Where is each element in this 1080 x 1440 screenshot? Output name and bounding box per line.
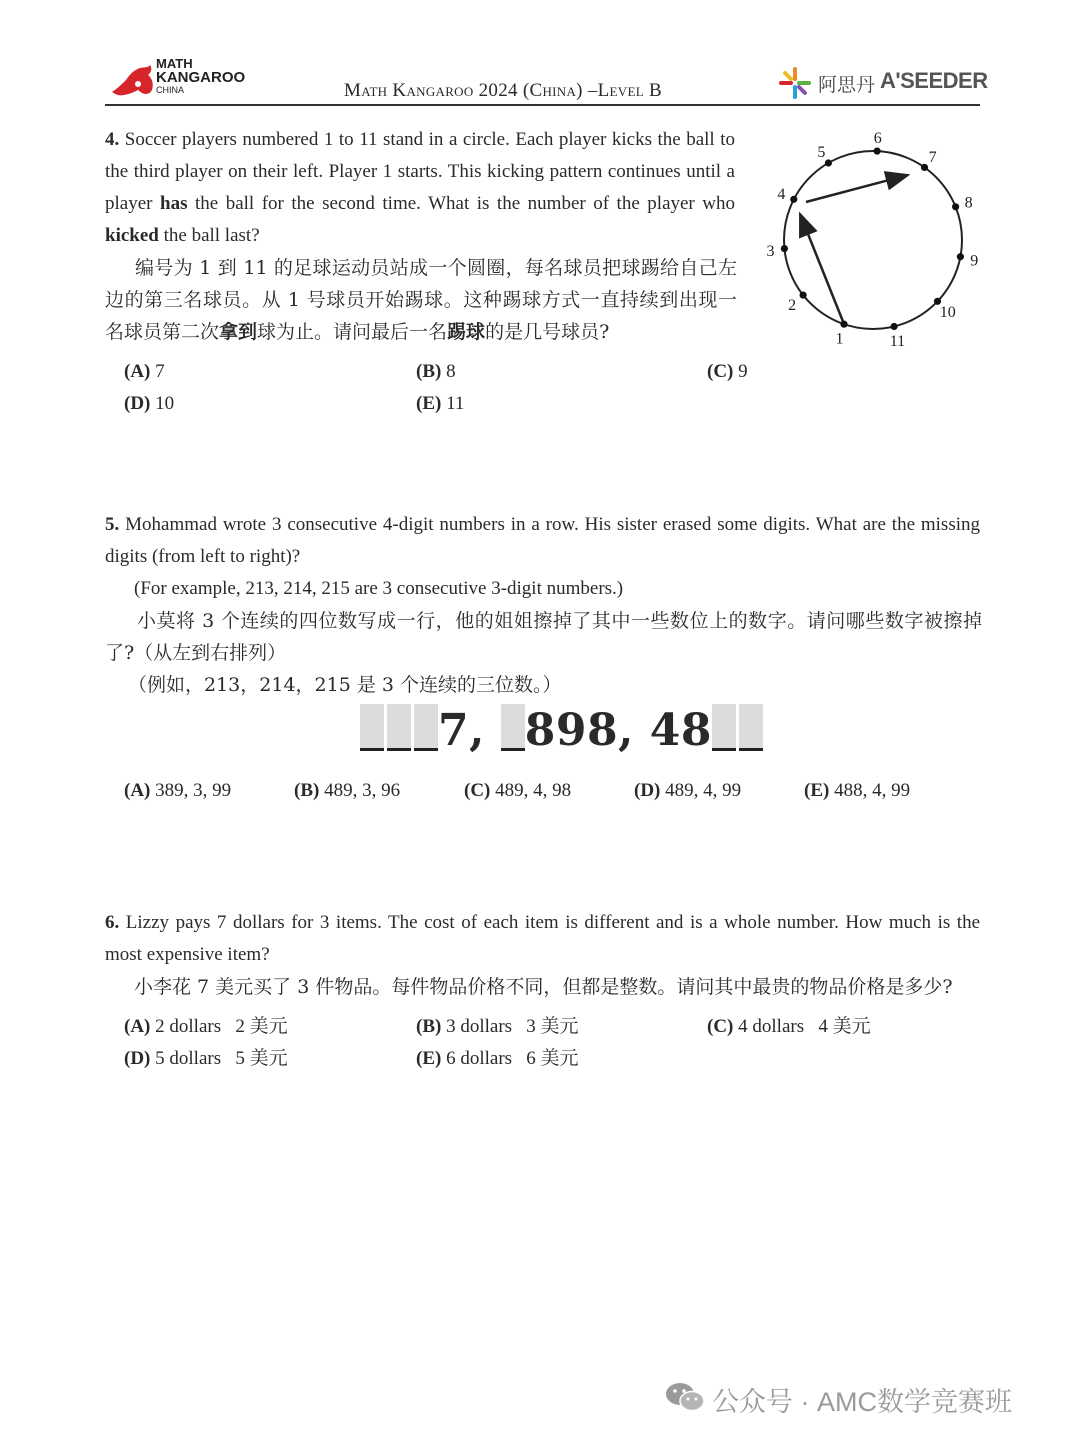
choice-label: (E) [416, 393, 442, 414]
q5-en: Mohammad wrote 3 consecutive 4-digit numbers in a row. His sister erased some digits. What are the missing digits (from left to right)? [105, 514, 980, 567]
choice-label: (D) [124, 1048, 151, 1069]
choice-text: 488, 4, 99 [834, 780, 911, 801]
q4-choice-a[interactable] [124, 356, 165, 388]
q6-en: Lizzy pays 7 dollars for 3 items. The cost of each item is different and is a whole number. How much is the most expensive item? [105, 912, 980, 965]
choice-label: (A) [124, 780, 151, 801]
player-point-9 [957, 253, 964, 260]
player-label-7: 7 [928, 149, 937, 166]
page-title: Math Kangaroo 2024 (China) –Level B [344, 80, 662, 101]
q6-choice-c[interactable] [707, 1011, 871, 1043]
logo-left-text [156, 58, 245, 95]
choice-text: 4 dollars 4 美元 [738, 1016, 871, 1037]
choice-text: 389, 3, 99 [155, 780, 232, 801]
choice-label: (C) [707, 1016, 734, 1037]
player-label-3: 3 [766, 243, 775, 260]
choice-label: (A) [124, 1016, 151, 1037]
choice-text: 5 dollars 5 美元 [155, 1048, 288, 1069]
choice-text: 6 dollars 6 美元 [446, 1048, 579, 1069]
header-rule [105, 104, 980, 106]
logo-left-line3: CHINA [156, 85, 185, 95]
q4-cn-part3: 的是几号球员? [485, 321, 610, 343]
q6-text-cn: 小李花 7 美元买了 3 件物品。每件物品价格不同，但都是整数。请问其中最贵的物品价格是多少? [134, 976, 953, 998]
q5-number: 5. [105, 514, 120, 535]
q5-text-en [105, 509, 980, 573]
q5-choice-b[interactable] [294, 775, 400, 807]
choice-label: (B) [294, 780, 320, 801]
q5-choice-c[interactable] [464, 775, 571, 807]
erased-digit-blank [712, 704, 736, 751]
player-point-4 [790, 196, 797, 203]
player-label-2: 2 [788, 296, 797, 314]
display-part1: 7, [438, 705, 501, 756]
q4-number: 4. [105, 129, 120, 150]
q6-choice-a[interactable] [124, 1011, 288, 1043]
choice-text: 2 dollars 2 美元 [155, 1016, 288, 1037]
player-label-8: 8 [964, 194, 973, 212]
q5-choice-a[interactable] [124, 775, 231, 807]
q6-choice-e[interactable] [416, 1043, 579, 1075]
choice-label: (D) [124, 393, 151, 414]
player-point-1 [840, 321, 847, 328]
choice-text: 3 dollars 3 美元 [446, 1016, 579, 1037]
player-label-11: 11 [889, 333, 906, 351]
kangaroo-logo-icon [108, 62, 160, 98]
choice-text: 489, 3, 96 [324, 780, 401, 801]
choice-text: 7 [155, 361, 165, 382]
erased-digit-blank [360, 704, 384, 751]
arrow-4-to-7 [806, 175, 908, 202]
q4-cn-bold2: 踢球 [447, 321, 486, 343]
choice-label: (C) [707, 361, 734, 382]
q5-text-cn: 小莫将 3 个连续的四位数写成一行，他的姐姐擦掉了其中一些数位上的数字。请问哪些数字被擦掉了?（从左到右排列） [105, 610, 982, 664]
player-point-11 [891, 323, 898, 330]
logo-right-en: A'SEEDER [880, 68, 988, 93]
choice-text: 8 [446, 361, 456, 382]
q4-text-en [105, 124, 735, 252]
q4-choice-b[interactable] [416, 356, 456, 388]
wechat-icon [664, 1380, 706, 1414]
choice-label: (B) [416, 361, 442, 382]
q4-en-part2: the ball for the second time. What is the number of the player who [187, 193, 735, 214]
q4-choice-c[interactable] [707, 356, 748, 388]
player-point-6 [874, 148, 881, 155]
arrow-1-to-4 [800, 214, 844, 324]
player-point-7 [921, 164, 928, 171]
q4-en-part3: the ball last? [158, 225, 260, 246]
player-point-8 [952, 203, 959, 210]
erased-number-display [360, 704, 763, 756]
player-label-9: 9 [970, 252, 979, 270]
watermark-text: 公众号 · AMC数学竞赛班 [712, 1387, 1012, 1417]
player-point-3 [781, 245, 788, 252]
q5-choice-e[interactable] [804, 775, 910, 807]
players-circle-diagram [760, 126, 990, 356]
q4-en-bold1: has [160, 193, 188, 214]
choice-label: (E) [804, 780, 830, 801]
q4-cn-part2: 球为止。请问最后一名 [257, 321, 448, 343]
q5-example-cn: （例如，213，214，215 是 3 个连续的三位数。） [128, 674, 562, 696]
q4-choice-d[interactable] [124, 388, 174, 420]
q6-choice-d[interactable] [124, 1043, 288, 1075]
choice-text: 11 [446, 393, 465, 414]
erased-digit-blank [501, 704, 525, 751]
q5-choice-d[interactable] [634, 775, 741, 807]
player-label-1: 1 [835, 330, 844, 348]
logo-right-cn: 阿思丹 [818, 75, 876, 96]
q5-example-en: (For example, 213, 214, 215 are 3 consecutive 3-digit numbers.) [134, 578, 624, 599]
choice-text: 489, 4, 98 [495, 780, 572, 801]
player-label-10: 10 [939, 304, 956, 321]
q4-choice-e[interactable] [416, 388, 464, 420]
q6-number: 6. [105, 912, 120, 933]
player-label-5: 5 [817, 143, 826, 161]
logo-left-line1: MATH [156, 56, 193, 71]
choice-label: (B) [416, 1016, 442, 1037]
player-point-5 [825, 159, 832, 166]
erased-digit-blank [739, 704, 763, 751]
erased-digit-blank [414, 704, 438, 751]
choice-text: 489, 4, 99 [665, 780, 742, 801]
player-label-6: 6 [873, 130, 882, 148]
q4-cn-bold1: 拿到 [219, 321, 258, 343]
q6-text-en [105, 907, 980, 971]
q4-text-cn [105, 252, 737, 348]
q4-en-bold2: kicked [105, 225, 159, 246]
choice-label: (E) [416, 1048, 442, 1069]
erased-digit-blank [387, 704, 411, 751]
player-label-4: 4 [777, 185, 786, 203]
choice-label: (C) [464, 780, 491, 801]
aseeder-logo-icon [778, 66, 812, 100]
q4-en-part1: Soccer players numbered 1 to 11 stand in a circle. Each player kicks the ball to the third player on their left. Player 1 starts. This kicking pattern continues until a player [105, 129, 736, 214]
choice-text: 10 [155, 393, 175, 414]
choice-text: 9 [738, 361, 748, 382]
display-part2: 898, 48 [524, 705, 712, 756]
choice-label: (A) [124, 361, 151, 382]
logo-left-line2: KANGAROO [156, 69, 246, 86]
q4-cn-part1: 编号为 1 到 11 的足球运动员站成一个圆圈，每名球员把球踢给自己左边的第三名球员。从 1 号球员开始踢球。这种踢球方式一直持续到出现一名球员第二次 [105, 257, 737, 343]
player-point-2 [800, 292, 807, 299]
q6-choice-b[interactable] [416, 1011, 579, 1043]
choice-label: (D) [634, 780, 661, 801]
